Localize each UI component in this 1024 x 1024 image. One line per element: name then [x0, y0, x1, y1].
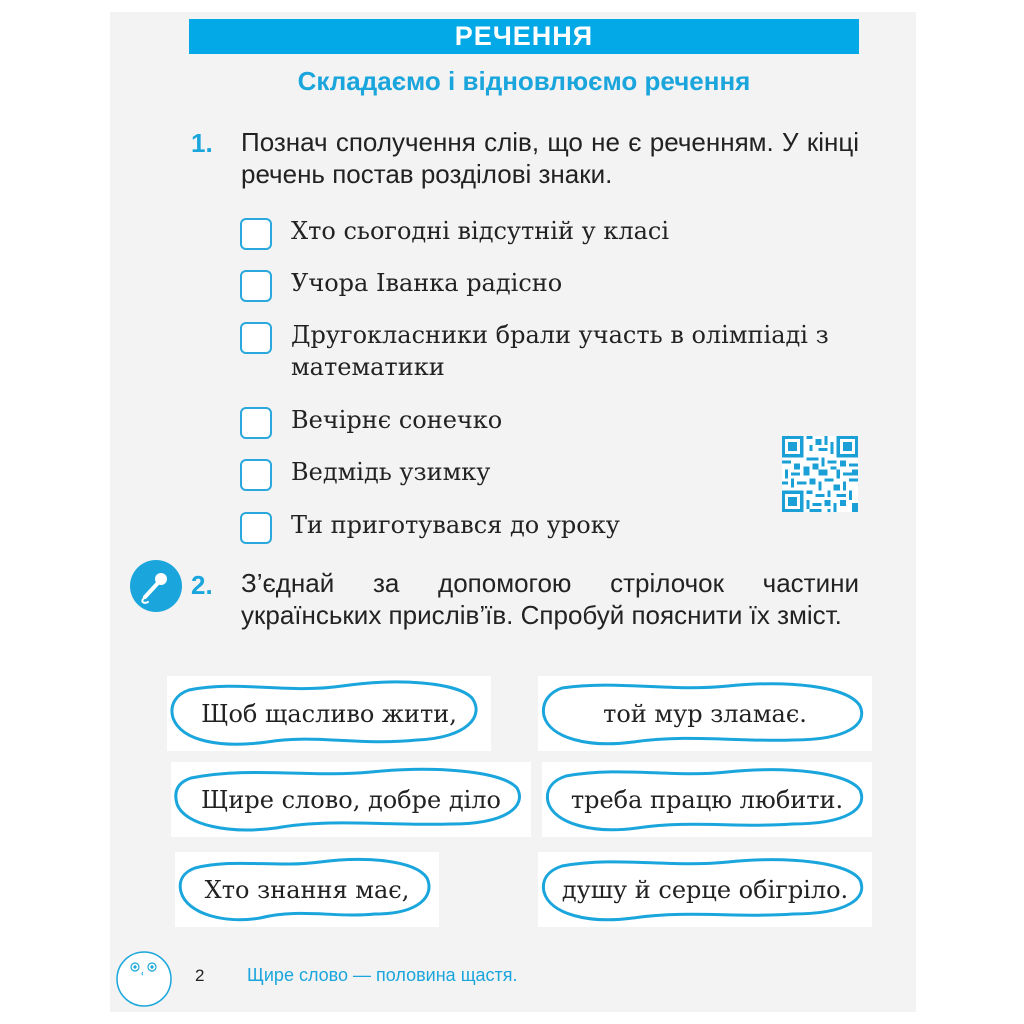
section-title: РЕЧЕННЯ	[189, 19, 859, 54]
checkbox[interactable]	[240, 322, 272, 354]
option-text: Ти приготувався до уроку	[291, 511, 620, 539]
proverb-card-right[interactable]	[542, 762, 872, 837]
mascot-face-icon	[113, 950, 175, 1008]
proverb-part: треба працю любити.	[570, 785, 844, 814]
option-text: Учора Іванка радісно	[291, 269, 563, 297]
proverb-part: Щире слово, добре діло	[201, 785, 501, 814]
proverb-card-left[interactable]	[167, 676, 491, 751]
checkbox[interactable]	[240, 270, 272, 302]
checkbox[interactable]	[240, 512, 272, 544]
task-1-number: 1.	[191, 128, 213, 158]
checkbox[interactable]	[240, 218, 272, 250]
proverb-part: той мур зламає.	[603, 699, 807, 728]
task-2-number: 2.	[191, 570, 213, 600]
lesson-subtitle: Складаємо і відновлюємо речення	[297, 66, 751, 96]
task-2-instruction: З’єднай за допомогою стрілочок частини українських прислів’їв. Спробуй пояснити їх зміст.	[241, 568, 859, 630]
microphone-icon	[130, 560, 182, 612]
task-1-instruction: Познач сполучення слів, що не є реченням. У кінці речень постав розділові знаки.	[241, 127, 859, 189]
proverb-card-right[interactable]	[538, 676, 872, 751]
option-text: Другокласники брали участь в олімпіаді з математики	[291, 321, 829, 381]
footer-proverb: Щире слово — половина щастя.	[247, 965, 518, 985]
proverb-part: Щоб щасливо жити,	[201, 699, 457, 728]
proverb-part: душу й серце обігріло.	[561, 875, 849, 904]
page-number: 2	[195, 966, 205, 985]
proverb-card-left[interactable]	[175, 852, 439, 927]
checkbox[interactable]	[240, 459, 272, 491]
option-text: Вечірнє сонечко	[291, 406, 503, 434]
checkbox[interactable]	[240, 407, 272, 439]
proverb-part: Хто знання має,	[204, 875, 410, 904]
proverb-card-left[interactable]	[171, 762, 531, 837]
qr-code-icon[interactable]	[782, 436, 858, 512]
option-text: Ведмідь узимку	[291, 458, 491, 486]
proverb-card-right[interactable]	[538, 852, 872, 927]
option-text: Хто сьогодні відсутній у класі	[291, 217, 670, 245]
